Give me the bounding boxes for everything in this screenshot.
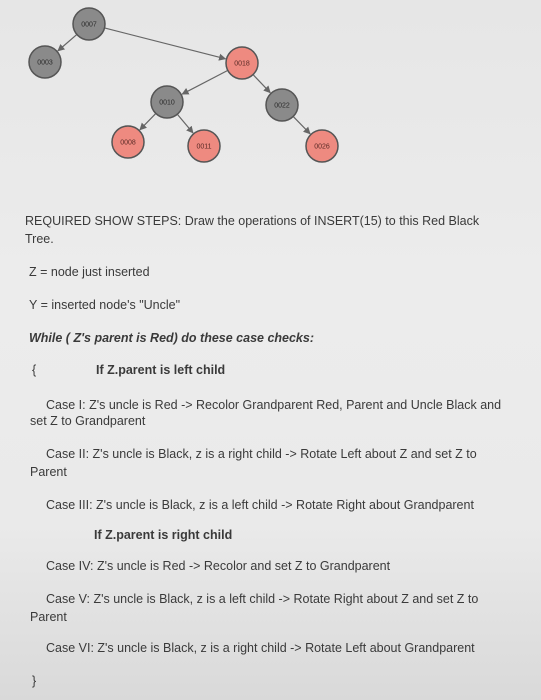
tree-node-0026 xyxy=(306,130,338,162)
tree-node-0007 xyxy=(73,8,105,40)
node-label: 0003 xyxy=(37,59,53,67)
case4-line1: Case IV: Z's uncle is Red -> Recolor and set Z to Grandparent xyxy=(46,559,391,573)
tree-edge-n18-n10 xyxy=(182,70,228,94)
node-label: 0008 xyxy=(120,139,136,147)
case3-line1: Case III: Z's uncle is Black, z is a left child -> Rotate Right about Grandparent xyxy=(46,498,474,512)
case1-line2: set Z to Grandparent xyxy=(30,414,146,428)
tree-edge-n7-n3 xyxy=(58,34,77,50)
while-condition: While ( Z's parent is Red) do these case checks: xyxy=(29,331,315,345)
required-steps-paragraph xyxy=(25,212,520,230)
tree-edge-n18-n22 xyxy=(253,75,270,93)
node-label: 0018 xyxy=(234,60,250,68)
right-child-heading: If Z.parent is right child xyxy=(94,528,233,542)
tree-node-0003 xyxy=(29,46,61,78)
close-brace: } xyxy=(32,674,37,688)
tree-edge-n10-n11 xyxy=(177,114,193,133)
case5-line1: Case V: Z's uncle is Black, z is a left child -> Rotate Right about Z and set Z to xyxy=(46,592,479,606)
case6-line1: Case VI: Z's uncle is Black, z is a right child -> Rotate Left about Grandparent xyxy=(46,641,475,655)
case1-line1: Case I: Z's uncle is Red -> Recolor Grandparent Red, Parent and Uncle Black and xyxy=(46,398,502,412)
required-steps-prefix: REQUIRED SHOW STEPS: xyxy=(25,214,182,228)
node-label: 0007 xyxy=(81,21,97,29)
case2-line2: Parent xyxy=(30,465,67,479)
case2-line1: Case II: Z's uncle is Black, z is a right child -> Rotate Left about Z and set Z to xyxy=(46,447,477,461)
case5-line2: Parent xyxy=(30,610,67,624)
required-steps-rest: Draw the operations of INSERT(15) to this Red Black xyxy=(181,214,480,228)
node-label: 0026 xyxy=(314,143,330,151)
required-steps-line2: Tree. xyxy=(25,232,54,246)
tree-node-0011 xyxy=(188,130,220,162)
tree-node-0010 xyxy=(151,86,183,118)
red-black-tree-diagram xyxy=(0,0,541,200)
tree-edge-n10-n8 xyxy=(140,113,156,129)
open-brace: { xyxy=(32,363,37,377)
tree-edge-n22-n26 xyxy=(293,116,310,133)
z-definition: Z = node just inserted xyxy=(29,265,150,279)
node-label: 0022 xyxy=(274,102,290,110)
y-definition: Y = inserted node's "Uncle" xyxy=(29,298,181,312)
tree-nodes xyxy=(29,8,338,162)
left-child-heading: If Z.parent is left child xyxy=(96,363,226,377)
node-label: 0010 xyxy=(159,99,175,107)
node-label: 0011 xyxy=(196,143,212,151)
tree-node-0022 xyxy=(266,89,298,121)
tree-edge-n7-n18 xyxy=(105,28,226,59)
tree-node-0018 xyxy=(226,47,258,79)
tree-node-0008 xyxy=(112,126,144,158)
